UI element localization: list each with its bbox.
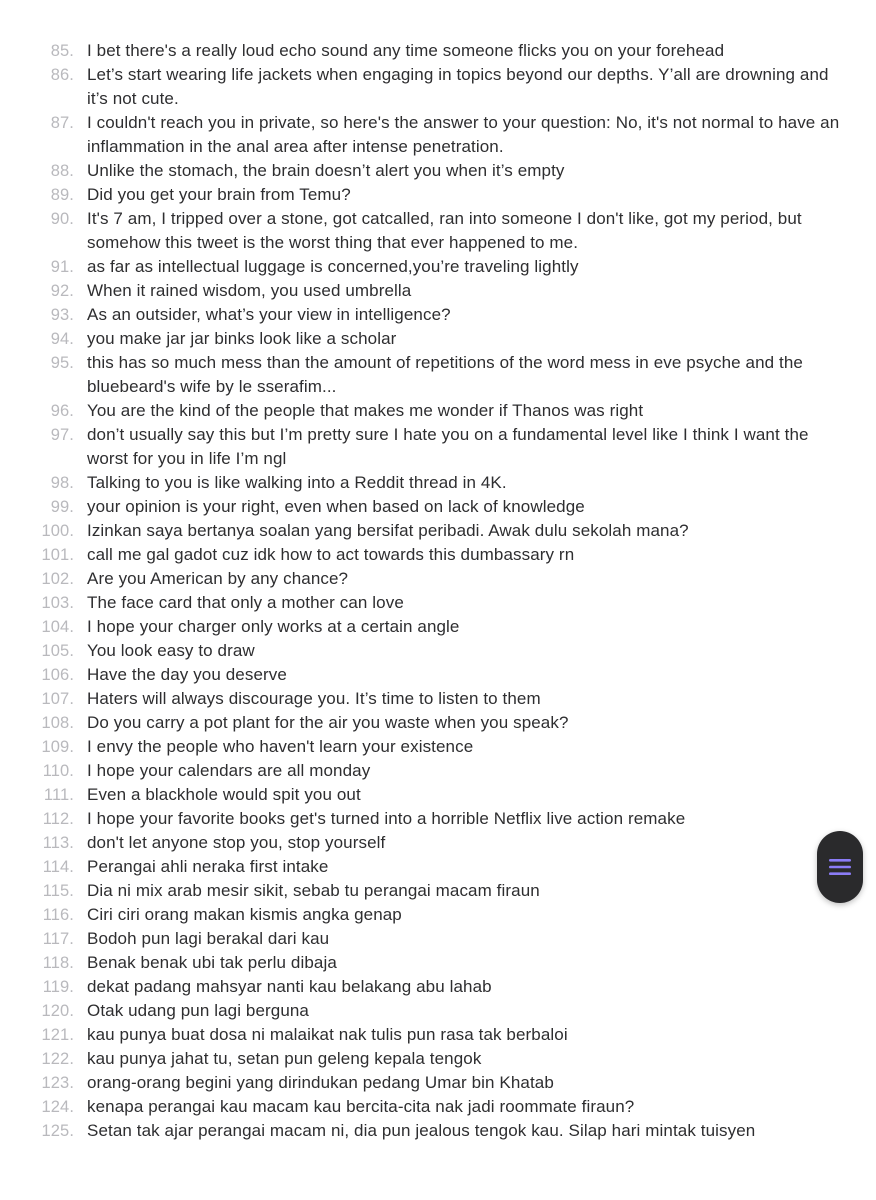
item-number: 101. — [41, 546, 74, 564]
list-item — [0, 687, 876, 711]
item-text: don’t usually say this but I’m pretty sure I hate you on a fundamental level like I think I want the worst for you in life I’m ngl — [87, 425, 809, 468]
list-item — [0, 711, 876, 735]
item-text: When it rained wisdom, you used umbrella — [87, 281, 412, 300]
item-text: Let’s start wearing life jackets when engaging in topics beyond our depths. Y’all are drowning and it’s not cute. — [87, 65, 829, 108]
item-text: Dia ni mix arab mesir sikit, sebab tu perangai macam firaun — [87, 881, 540, 900]
item-number: 89. — [50, 186, 74, 204]
item-text: this has so much mess than the amount of repetitions of the word mess in eve psyche and the bluebeard's wife by le sserafim... — [87, 353, 803, 396]
list-item — [0, 831, 876, 855]
item-number: 112. — [42, 810, 74, 828]
list-item — [0, 303, 876, 327]
item-number: 94. — [50, 330, 74, 348]
item-text: kenapa perangai kau macam kau bercita-cita nak jadi roommate firaun? — [87, 1097, 635, 1116]
list-item — [0, 1095, 876, 1119]
item-number: 85. — [50, 42, 74, 60]
item-text: I hope your calendars are all monday — [87, 761, 371, 780]
list-item — [0, 255, 876, 279]
menu-button[interactable] — [817, 831, 863, 903]
list-item — [0, 759, 876, 783]
item-number: 92. — [50, 282, 74, 300]
item-number: 109. — [41, 738, 74, 756]
item-text: Do you carry a pot plant for the air you waste when you speak? — [87, 713, 569, 732]
list-item — [0, 1047, 876, 1071]
list-item — [0, 591, 876, 615]
item-text: Otak udang pun lagi berguna — [87, 1001, 309, 1020]
list-item — [0, 471, 876, 495]
item-number: 108. — [41, 714, 74, 732]
item-number: 88. — [50, 162, 74, 180]
item-text: I hope your favorite books get's turned into a horrible Netflix live action remake — [87, 809, 686, 828]
list-item — [0, 807, 876, 831]
list-item — [0, 1119, 876, 1143]
list-item — [0, 735, 876, 759]
list-item — [0, 519, 876, 543]
item-number: 99. — [50, 498, 74, 516]
item-number: 123. — [41, 1074, 74, 1092]
item-number: 120. — [41, 1002, 74, 1020]
list-item — [0, 567, 876, 591]
list-item — [0, 1071, 876, 1095]
item-text: orang-orang begini yang dirindukan pedang Umar bin Khatab — [87, 1073, 554, 1092]
list-item — [0, 207, 876, 255]
item-number: 113. — [42, 834, 74, 852]
item-text: call me gal gadot cuz idk how to act towards this dumbassary rn — [87, 545, 575, 564]
list-item — [0, 1023, 876, 1047]
item-text: Setan tak ajar perangai macam ni, dia pun jealous tengok kau. Silap hari mintak tuisyen — [87, 1121, 756, 1140]
item-text: as far as intellectual luggage is concerned,you’re traveling lightly — [87, 257, 579, 276]
list-item — [0, 327, 876, 351]
item-text: Benak benak ubi tak perlu dibaja — [87, 953, 337, 972]
item-number: 119. — [42, 978, 74, 996]
menu-lines-icon — [828, 857, 852, 877]
item-text: Even a blackhole would spit you out — [87, 785, 361, 804]
item-number: 90. — [50, 210, 74, 228]
item-text: It's 7 am, I tripped over a stone, got catcalled, ran into someone I don't like, got my period, but somehow this tweet is the worst thing that ever happened to me. — [87, 209, 802, 252]
list-item — [0, 975, 876, 999]
numbered-list — [0, 39, 876, 1143]
item-number: 110. — [42, 762, 74, 780]
list-item — [0, 495, 876, 519]
item-text: As an outsider, what’s your view in intelligence? — [87, 305, 451, 324]
item-number: 111. — [43, 786, 74, 804]
item-number: 115. — [42, 882, 74, 900]
item-number: 87. — [50, 114, 74, 132]
item-text: Are you American by any chance? — [87, 569, 349, 588]
list-item — [0, 903, 876, 927]
list-item — [0, 351, 876, 399]
item-text: I hope your charger only works at a certain angle — [87, 617, 460, 636]
list-item — [0, 63, 876, 111]
item-text: Ciri ciri orang makan kismis angka genap — [87, 905, 402, 924]
item-text: Did you get your brain from Temu? — [87, 185, 351, 204]
item-number: 114. — [42, 858, 74, 876]
item-number: 107. — [41, 690, 74, 708]
item-text: Have the day you deserve — [87, 665, 287, 684]
item-text: Unlike the stomach, the brain doesn’t alert you when it’s empty — [87, 161, 565, 180]
item-number: 125. — [41, 1122, 74, 1140]
item-number: 86. — [50, 66, 74, 84]
item-number: 98. — [50, 474, 74, 492]
item-text: don't let anyone stop you, stop yourself — [87, 833, 386, 852]
item-number: 102. — [41, 570, 74, 588]
item-number: 117. — [42, 930, 74, 948]
item-number: 103. — [41, 594, 74, 612]
list-item — [0, 279, 876, 303]
list-item — [0, 543, 876, 567]
item-number: 100. — [41, 522, 74, 540]
list-item — [0, 927, 876, 951]
item-number: 104. — [41, 618, 74, 636]
item-number: 124. — [41, 1098, 74, 1116]
list-item — [0, 399, 876, 423]
list-item — [0, 663, 876, 687]
item-text: Perangai ahli neraka first intake — [87, 857, 329, 876]
list-item — [0, 879, 876, 903]
list-item — [0, 39, 876, 63]
list-item — [0, 783, 876, 807]
item-number: 116. — [42, 906, 74, 924]
item-number: 106. — [41, 666, 74, 684]
item-text: Izinkan saya bertanya soalan yang bersifat peribadi. Awak dulu sekolah mana? — [87, 521, 689, 540]
item-text: You look easy to draw — [87, 641, 255, 660]
list-item — [0, 951, 876, 975]
list-item — [0, 855, 876, 879]
item-text: Talking to you is like walking into a Reddit thread in 4K. — [87, 473, 507, 492]
list-item — [0, 111, 876, 159]
item-text: kau punya buat dosa ni malaikat nak tulis pun rasa tak berbaloi — [87, 1025, 568, 1044]
item-text: dekat padang mahsyar nanti kau belakang abu lahab — [87, 977, 492, 996]
item-text: The face card that only a mother can love — [87, 593, 404, 612]
item-number: 93. — [50, 306, 74, 324]
item-number: 95. — [50, 354, 74, 372]
item-text: kau punya jahat tu, setan pun geleng kepala tengok — [87, 1049, 482, 1068]
item-text: you make jar jar binks look like a scholar — [87, 329, 397, 348]
item-text: I envy the people who haven't learn your existence — [87, 737, 474, 756]
item-text: I bet there's a really loud echo sound any time someone flicks you on your forehead — [87, 41, 725, 60]
item-text: your opinion is your right, even when based on lack of knowledge — [87, 497, 585, 516]
list-item — [0, 159, 876, 183]
item-text: You are the kind of the people that makes me wonder if Thanos was right — [87, 401, 644, 420]
list-item — [0, 639, 876, 663]
item-text: I couldn't reach you in private, so here's the answer to your question: No, it's not normal to have an inflammation in the anal area after intense penetration. — [87, 113, 840, 156]
item-number: 121. — [41, 1026, 74, 1044]
item-number: 105. — [41, 642, 74, 660]
item-text: Bodoh pun lagi berakal dari kau — [87, 929, 330, 948]
list-item — [0, 423, 876, 471]
item-number: 122. — [41, 1050, 74, 1068]
item-number: 97. — [50, 426, 74, 444]
list-item — [0, 183, 876, 207]
list-item — [0, 615, 876, 639]
list-item — [0, 999, 876, 1023]
item-number: 91. — [50, 258, 74, 276]
item-number: 118. — [42, 954, 74, 972]
item-text: Haters will always discourage you. It’s time to listen to them — [87, 689, 541, 708]
item-number: 96. — [50, 402, 74, 420]
